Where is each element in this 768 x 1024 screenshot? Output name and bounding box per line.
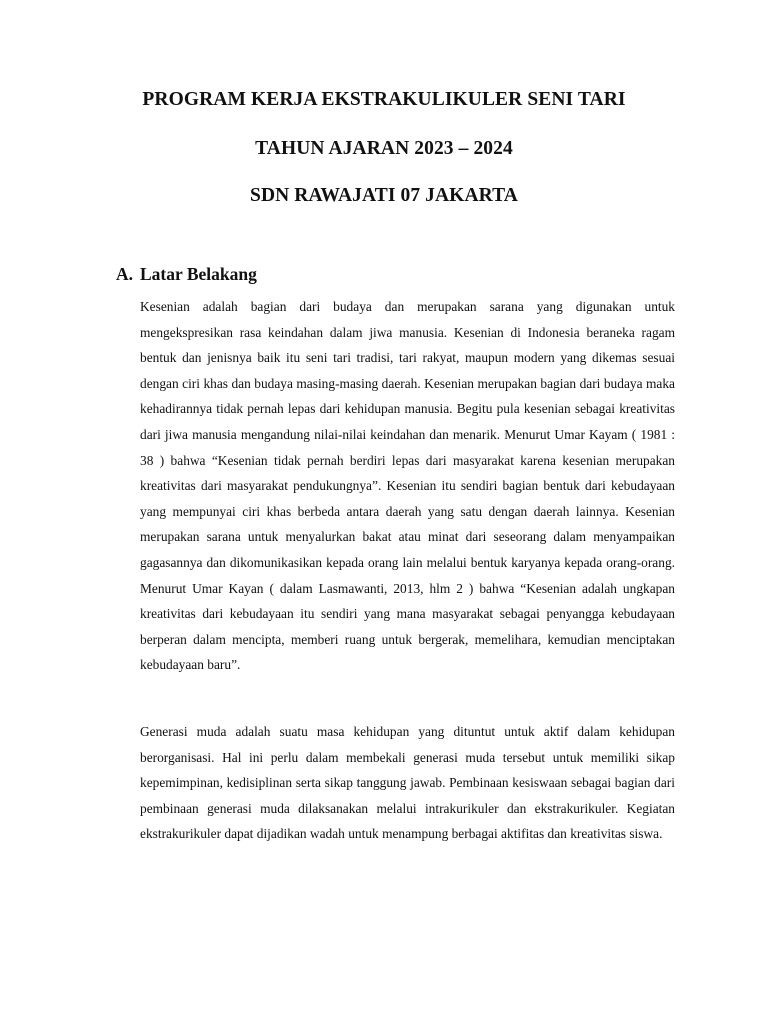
paragraph-block-2	[140, 719, 675, 847]
document-title-line-3: SDN RAWAJATI 07 JAKARTA	[250, 185, 518, 206]
section-heading-text: Latar Belakang	[140, 264, 257, 284]
paragraph-kesenian: Kesenian adalah bagian dari budaya dan merupakan sarana yang digunakan untuk mengekspresikan rasa keindahan dalam jiwa manusia. Kesenian di Indonesia beraneka ragam bentuk dan jenisnya baik itu seni tari tradisi, tari rakyat, maupun modern yang dikemas sesuai dengan ciri khas dan budaya masing-masing daerah. Kesenian merupakan bagian dari budaya maka kehadirannya tidak pernah lepas dari kehidupan manusia. Begitu pula kesenian sebagai kreativitas dari jiwa manusia mengandung nilai-nilai keindahan dan menarik. Menurut Umar Kayam ( 1981 : 38 ) bahwa “Kesenian tidak pernah berdiri lepas dari masyarakat karena kesenian merupakan kreativitas dari masyarakat pendukungnya”. Kesenian itu sendiri bagian bentuk dari kebudayaan yang mempunyai ciri khas berbeda antara daerah yang satu dengan daerah lainnya. Kesenian merupakan sarana untuk menyalurkan bakat atau minat dari seseorang dalam menyampaikan gagasannya dan dikomunikasikan kepada orang lain melalui bentuk karyanya kepada orang-orang. Menurut Umar Kayan ( dalam Lasmawanti, 2013, hlm 2 ) bahwa “Kesenian adalah ungkapan kreativitas dari kebudayaan itu sendiri yang mana masyarakat sebagai penyangga kebudayaan berperan dalam mencipta, memberi ruang untuk bergerak, memelihara, kemudian menciptakan kebudayaan baru”.	[140, 299, 675, 673]
document-title-line-1: PROGRAM KERJA EKSTRAKULIKULER SENI TARI	[142, 89, 626, 110]
section-heading-latar-belakang	[116, 264, 257, 285]
paragraph-generasi-muda: Generasi muda adalah suatu masa kehidupan yang dituntut untuk aktif dalam kehidupan berorganisasi. Hal ini perlu dalam membekali generasi muda tersebut untuk memiliki sikap kepemimpinan, kedisiplinan serta sikap tanggung jawab. Pembinaan kesiswaan sebagai bagian dari pembinaan generasi muda dilaksanakan melalui intrakurikuler dan ekstrakurikuler. Kegiatan ekstrakurikuler dapat dijadikan wadah untuk menampung berbagai aktifitas dan kreativitas siswa.	[140, 724, 675, 842]
paragraph-block-1	[140, 294, 675, 678]
section-letter: A.	[116, 264, 134, 284]
document-title-line-2: TAHUN AJARAN 2023 – 2024	[255, 138, 513, 159]
